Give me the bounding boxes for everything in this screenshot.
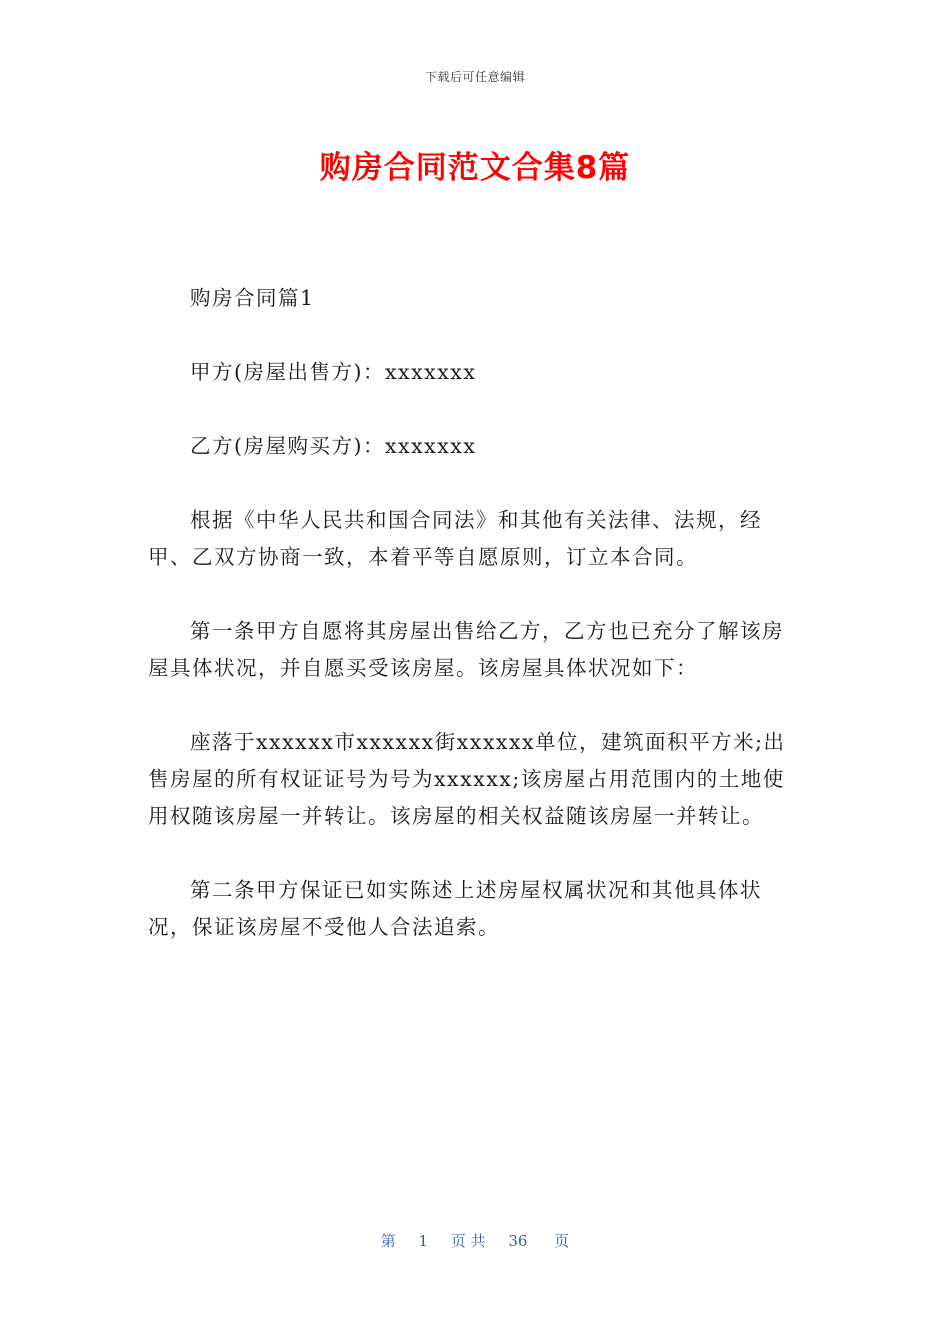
page-mid: 页 共 [450,1232,486,1250]
page-suffix: 页 [554,1232,570,1250]
page-number: 1 [418,1232,429,1250]
document-title: 购房合同范文合集8篇 [319,150,631,186]
page-footer [0,1230,950,1251]
article-2-paragraph: 第二条甲方保证已如实陈述上述房屋权属状况和其他具体状况，保证该房屋不受他人合法追索。 [148,878,762,939]
article-1-paragraph: 第一条甲方自愿将其房屋出售给乙方，乙方也已充分了解该房屋具体状况，并自愿买受该房屋。该房屋具体状况如下： [148,619,784,680]
document-body [148,280,804,946]
preamble-paragraph: 根据《中华人民共和国合同法》和其他有关法律、法规，经甲、乙双方协商一致，本着平等自愿原则，订立本合同。 [148,508,762,569]
header-note: 下载后可任意编辑 [424,70,525,84]
total-pages: 36 [508,1232,528,1250]
party-b-line: 乙方(房屋购买方)：xxxxxxx [190,434,477,458]
page-prefix: 第 [380,1232,396,1250]
section-heading: 购房合同篇1 [190,286,315,310]
party-a-line: 甲方(房屋出售方)：xxxxxxx [190,360,477,384]
property-detail-paragraph: 座落于xxxxxx市xxxxxx街xxxxxx单位，建筑面积平方米;出售房屋的所有权证证号为号为xxxxxx;该房屋占用范围内的土地使用权随该房屋一并转让。该房屋的相关权益随该房屋一并转让。 [148,730,786,828]
